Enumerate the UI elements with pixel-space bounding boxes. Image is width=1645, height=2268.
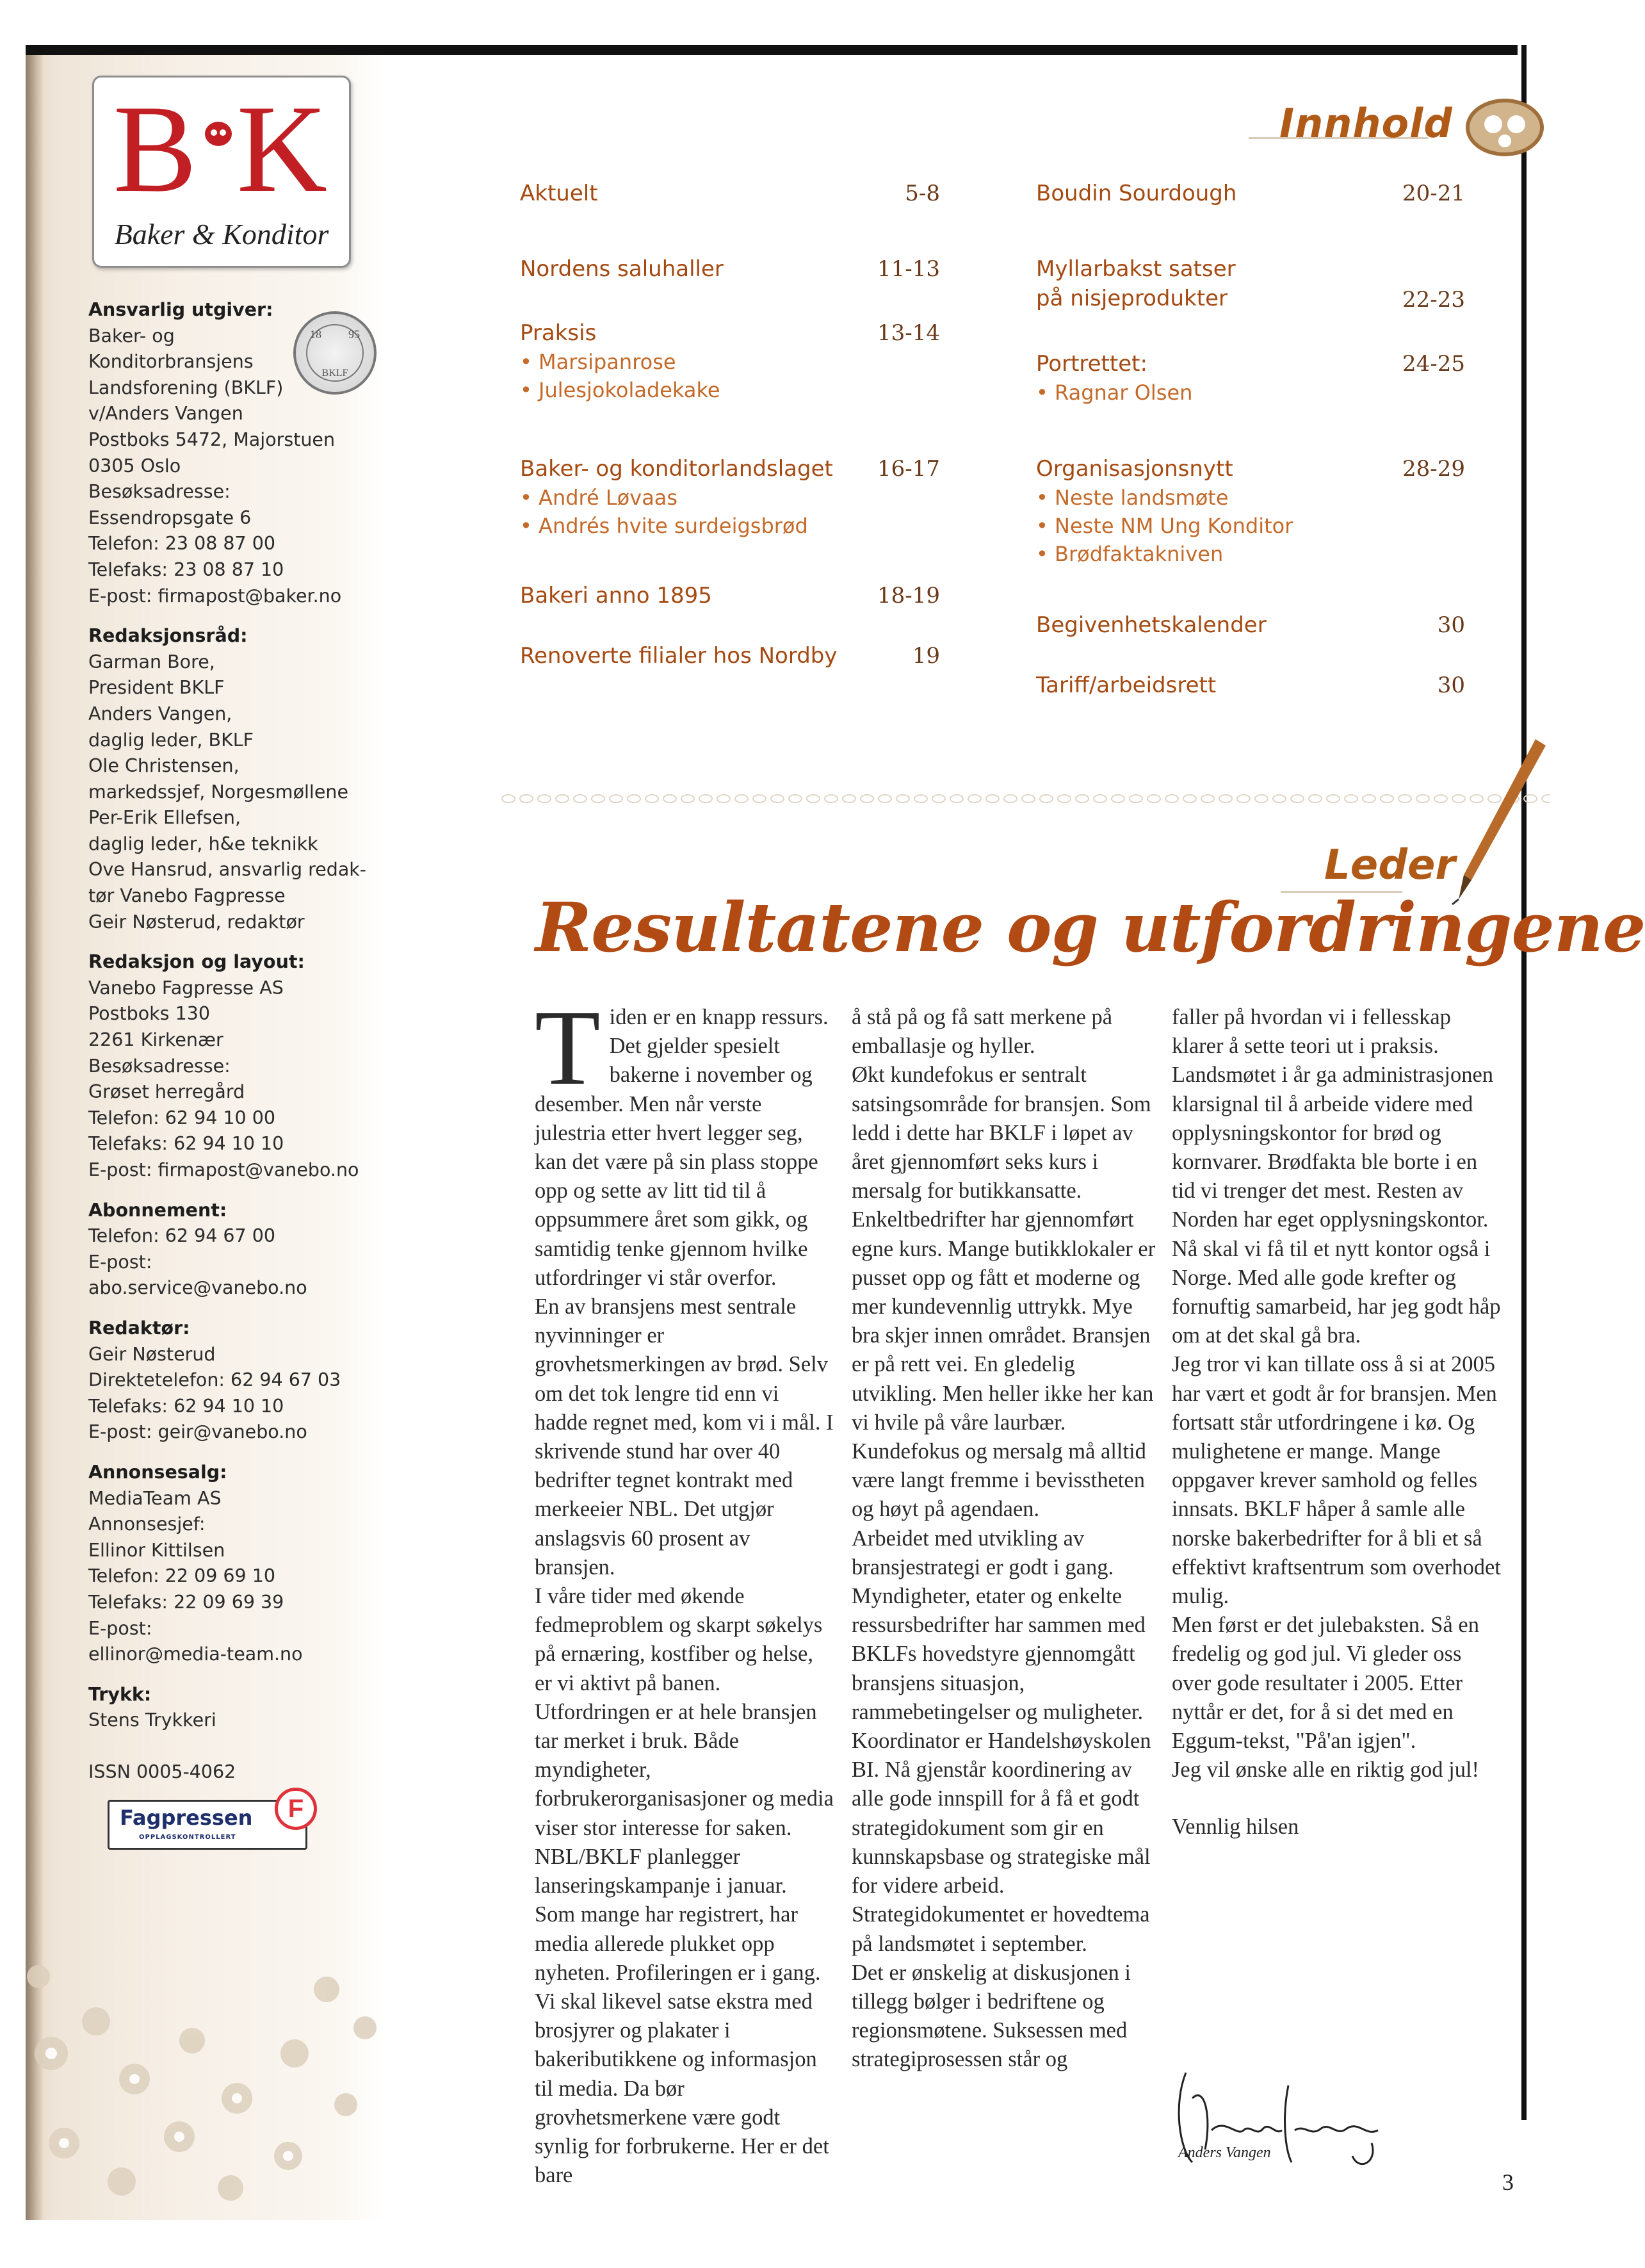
toc-pages: 18-19 (877, 583, 940, 608)
masthead-line: Telefaks: 23 08 87 10 (88, 559, 284, 580)
toc-title: Baker- og konditorlandslaget (520, 456, 833, 482)
logo-letter-k: K (236, 79, 330, 218)
magazine-page (26, 55, 1645, 2220)
masthead-line: Telefon: 23 08 87 00 (88, 533, 275, 555)
masthead-line: Konditorbransjens (88, 351, 254, 373)
article-paragraph: iden er en knapp ressurs. Det gjelder spesielt bakerne i november og desember. Men når verste julestria etter hvert legger seg, kan det være på sin plass stoppe opp og sette av litt tid til å oppsummere året som gikk, og samtidig tenke gjennom hvilke utfordringer vi står overfor. (535, 1005, 829, 1290)
fagpressen-sub: OPPLAGSKONTROLLERT (139, 1834, 236, 1841)
masthead-line: E-post: geir@vanebo.no (88, 1421, 307, 1443)
masthead-heading: Trykk: (88, 1683, 152, 1705)
toc-subitem: • Marsipanrose (520, 350, 676, 374)
toc-title: Organisasjonsnytt (1036, 456, 1233, 482)
logo-bread-icon (205, 122, 232, 146)
toc-item (520, 583, 946, 608)
masthead-line: abo.service@vanebo.no (88, 1277, 307, 1299)
masthead-line: Stens Trykkeri (88, 1709, 216, 1731)
masthead-section (88, 1198, 383, 1301)
masthead-line: Geir Nøsterud, redaktør (88, 911, 305, 933)
article-paragraph: Jeg vil ønske alle en riktig god jul! (1172, 1758, 1480, 1783)
masthead-section (88, 623, 383, 935)
signature-name: Anders Vangen (1178, 2144, 1271, 2161)
masthead-line: Essendropsgate 6 (88, 507, 252, 528)
toc-item (1036, 673, 1471, 698)
masthead-line: Postboks 130 (88, 1003, 210, 1025)
masthead-line: Direktetelefon: 62 94 67 03 (88, 1369, 341, 1391)
masthead-heading: Redaksjonsråd: (88, 625, 248, 647)
article-paragraph: å stå på og få satt merkene på emballasje og hyller. (852, 1005, 1113, 1059)
toc-title: Praksis (520, 320, 597, 346)
toc-pages: 24-25 (1402, 351, 1465, 377)
divider-pattern (499, 792, 1550, 806)
page-number: 3 (1502, 2169, 1514, 2195)
seal-year-left: 18 (310, 328, 321, 341)
pen-icon (1446, 739, 1548, 906)
pretzel-decoration-icon (26, 1720, 384, 2220)
toc-item (1036, 256, 1471, 311)
toc-title: Nordens saluhaller (520, 256, 724, 282)
masthead-line: MediaTeam AS (88, 1487, 222, 1509)
masthead-line: Grøset herregård (88, 1081, 245, 1103)
toc-subitem: • Andrés hvite surdeigsbrød (520, 514, 808, 538)
toc-subitem: • Brødfaktakniven (1036, 542, 1224, 566)
article-paragraph: En av bransjens mest sentrale nyvinninger er grovhetsmerkingen av brød. Selv om det tok lengre tid enn vi hadde regnet med, kom vi i mål. I skrivende stund har over 40 bedrifter tegnet kontrakt med merkeeier NBL. Det utgjør anslagsvis 60 prosent av bransjen. (535, 1294, 834, 1579)
article-paragraph: faller på hvordan vi i fellesskap klarer å sette teori ut i praksis. (1172, 1005, 1451, 1059)
masthead-line: Telefon: 62 94 10 00 (88, 1107, 275, 1129)
toc-pages: 28-29 (1402, 456, 1465, 482)
masthead-line: ellinor@media-team.no (88, 1644, 303, 1665)
masthead-line: ISSN 0005-4062 (88, 1761, 236, 1783)
toc-pages: 11-13 (877, 256, 940, 282)
logo-letter-b: B (113, 79, 200, 218)
masthead-line: Vanebo Fagpresse AS (88, 977, 284, 999)
toc-subitem: • André Løvaas (520, 485, 678, 510)
toc-subitem: • Julesjokoladekake (520, 378, 720, 402)
article-closing: Vennlig hilsen (1172, 1815, 1299, 1840)
masthead-line: Besøksadresse: (88, 481, 231, 503)
article-column-3 (1172, 1003, 1505, 1842)
masthead-line: Annonsesjef: (88, 1513, 206, 1535)
drop-cap: T (535, 988, 601, 1107)
fagpressen-name: Fagpressen (120, 1806, 253, 1830)
article-paragraph: I våre tider med økende fedmeproblem og skarpt søkelys på ernæring, kostfiber og helse, er vi aktivt på banen. Utfordringen er at hele bransjen tar merket i bruk. Både myndigheter, forbrukerorganisasjoner og media viser stor interesse for saken. NBL/BKLF planlegger lanseringskampanje i januar. (535, 1584, 834, 1898)
masthead-section (88, 1316, 383, 1446)
toc-pages: 19 (912, 643, 940, 669)
masthead-line: Telefon: 62 94 67 00 (88, 1225, 275, 1247)
masthead-line: Anders Vangen, (88, 703, 232, 724)
article-headline: Resultatene og utfordringene (535, 887, 1645, 967)
masthead-line: Ove Hansrud, ansvarlig redak- (88, 859, 367, 881)
masthead-line: Landsforening (BKLF) (88, 377, 284, 398)
masthead-line: E-post: firmapost@vanebo.no (88, 1159, 359, 1180)
toc-item (1036, 181, 1471, 206)
masthead-line: Per-Erik Ellefsen, (88, 807, 241, 829)
masthead-line: tør Vanebo Fagpresse (88, 885, 286, 907)
toc-item (1036, 351, 1471, 405)
toc-pages: 16-17 (877, 456, 940, 482)
seal-text: BKLF (321, 368, 348, 379)
masthead-line: Besøksadresse: (88, 1055, 231, 1077)
masthead-line: v/Anders Vangen (88, 403, 243, 425)
article-paragraph: Men først er det julebaksten. Så en fredelig og god jul. Vi gleder oss over gode resultater i 2005. Etter nyttår er det, for å si det med en Eggum-tekst, "På'an igjen". (1172, 1613, 1479, 1754)
toc-item (520, 320, 946, 402)
toc-item (520, 456, 946, 538)
logo-subtitle: Baker & Konditor (114, 218, 329, 250)
masthead-line: E-post: firmapost@baker.no (88, 585, 342, 607)
pretzel-icon (1454, 92, 1550, 163)
masthead-line: Garman Bore, (88, 651, 215, 673)
toc-item (520, 643, 946, 669)
article-paragraph: Vi skal likevel satse ekstra med brosjyrer og plakater i bakeributikkene og informasjon til media. Da bør grovhetsmerkene være godt synlig for forbrukerne. Her er det bare (535, 1989, 829, 2188)
toc-title: Portrettet: (1036, 351, 1147, 377)
masthead-section (88, 1460, 383, 1668)
masthead-line: Telefaks: 62 94 10 10 (88, 1133, 284, 1155)
toc-title: Tariff/arbeidsrett (1036, 673, 1217, 698)
bk-logo (92, 76, 351, 268)
toc-pages: 13-14 (877, 320, 940, 346)
masthead-line: Ellinor Kittilsen (88, 1539, 225, 1561)
masthead-line: Postboks 5472, Majorstuen (88, 428, 336, 450)
toc-item (1036, 612, 1471, 638)
article-column-2 (852, 1003, 1156, 2075)
section-tab-leder: Leder (1324, 842, 1455, 889)
masthead-heading: Redaksjon og layout: (88, 951, 305, 973)
masthead-line: markedssjef, Norgesmøllene (88, 781, 348, 803)
toc-title: Aktuelt (520, 181, 598, 206)
scan-edge-right (1521, 45, 1527, 2120)
masthead-line: Geir Nøsterud (88, 1343, 216, 1365)
masthead-section (88, 949, 383, 1183)
toc-subitem: • Ragnar Olsen (1036, 380, 1193, 405)
masthead-section (88, 297, 383, 609)
toc-pages: 20-21 (1402, 181, 1465, 206)
masthead-info (88, 297, 383, 1799)
toc-pages: 30 (1437, 673, 1465, 698)
masthead-line: daglig leder, BKLF (88, 729, 254, 751)
masthead-line: Telefon: 22 09 69 10 (88, 1565, 275, 1587)
article-paragraph: Nå skal vi få til et nytt kontor også i Norge. Med alle gode krefter og fornuftig samarbeid, har jeg godt håp om at det skal gå bra. (1172, 1236, 1501, 1348)
article-paragraph: Det er ønskelig at diskusjonen i tillegg bølger i bedriftene og regionsmøtene. Suksessen med strategiprosessen står og (852, 1960, 1131, 2072)
article-paragraph: Økt kundefokus er sentralt satsingsområde for bransjen. Som ledd i dette har BKLF i løpet av året gjennomført seks kurs i mersalg for butikkansatte. Enkeltbedrifter har gjennomført egne kurs. Mange butikklokaler er pusset opp og fått et moderne og mer kundevennlig uttrykk. Mye bra skjer innen området. Bransjen er på rett vei. En gledelig utvikling. Men heller ikke her kan vi hvile på våre laurbær. Kundefokus og mersalg må alltid være langt fremme i bevisstheten og høyt på agendaen. (852, 1063, 1156, 1522)
seal-year-right: 95 (348, 328, 360, 341)
toc-pages: 22-23 (1402, 287, 1465, 313)
masthead-line: E-post: (88, 1617, 152, 1639)
toc-subitem: • Neste NM Ung Konditor (1036, 514, 1293, 538)
toc-item (520, 256, 946, 282)
toc-item (520, 181, 946, 206)
masthead-heading: Ansvarlig utgiver: (88, 299, 273, 320)
masthead-line: Baker- og (88, 325, 175, 347)
article-paragraph: Arbeidet med utvikling av bransjestrategi er godt i gang. Myndigheter, etater og enkelte ressursbedrifter har sammen med BKLFs hovedstyre gjennomgått bransjens situasjon, rammebetingelser og muligheter. Koordinator er Handelshøyskolen BI. Nå gjenstår koordinering av alle gode innspill for å få et godt strategidokument som gir en kunnskapsbase og strategiske mål for videre arbeid. Strategidokumentet er hovedtema på landsmøtet i september. (852, 1526, 1151, 1956)
toc-subitem: • Neste landsmøte (1036, 485, 1229, 510)
article-paragraph: Jeg tror vi kan tillate oss å si at 2005 har vært et godt år for bransjen. Men fortsatt står utfordringene i kø. Og mulighetene er mange. Mange oppgaver krever samhold og felles innsats. BKLF håper å samle alle norske bakerbedrifter for å bli et så effektivt kraftsentrum som overhodet mulig. (1172, 1352, 1501, 1609)
fagpressen-logo (108, 1795, 307, 1850)
masthead-heading: Redaktør: (88, 1317, 190, 1339)
masthead-line: Ole Christensen, (88, 755, 239, 777)
article-paragraph: Som mange har registrert, har media allerede plukket opp nyheten. Profileringen er i gang. (535, 1902, 821, 1985)
toc-pages: 5-8 (905, 181, 940, 206)
article-column-1 (535, 988, 836, 2190)
toc-title: Myllarbakst satser (1036, 256, 1236, 282)
toc-title: Boudin Sourdough (1036, 181, 1237, 206)
toc-title: Renoverte filialer hos Nordby (520, 643, 838, 669)
masthead-heading: Annonsesalg: (88, 1461, 227, 1483)
masthead-line: Telefaks: 62 94 10 10 (88, 1395, 284, 1417)
fagpressen-badge: F (275, 1788, 317, 1830)
masthead-line: President BKLF (88, 677, 225, 699)
masthead-line: daglig leder, h&e teknikk (88, 833, 318, 854)
toc-item (1036, 456, 1471, 566)
masthead-heading: Abonnement: (88, 1199, 227, 1221)
toc-title: Bakeri anno 1895 (520, 583, 712, 608)
toc-pages: 30 (1437, 612, 1465, 638)
article-paragraph: Landsmøtet i år ga administrasjonen klarsignal til å arbeide videre med opplysningskontor for brød og kornvarer. Brødfakta ble borte i en tid vi trenger det mest. Resten av Norden har eget opplysningskontor. (1172, 1063, 1494, 1232)
scan-edge-top (26, 45, 1518, 55)
toc-title: Begivenhetskalender (1036, 612, 1267, 638)
section-tab-innhold: Innhold (1279, 100, 1453, 147)
toc-title-line-2: på nisjeprodukter (1036, 286, 1228, 311)
masthead-line: 0305 Oslo (88, 455, 181, 477)
masthead-line: Telefaks: 22 09 69 39 (88, 1591, 284, 1613)
masthead-line: E-post: (88, 1251, 152, 1273)
masthead-sidebar (26, 55, 384, 2220)
masthead-line: 2261 Kirkenær (88, 1029, 223, 1051)
